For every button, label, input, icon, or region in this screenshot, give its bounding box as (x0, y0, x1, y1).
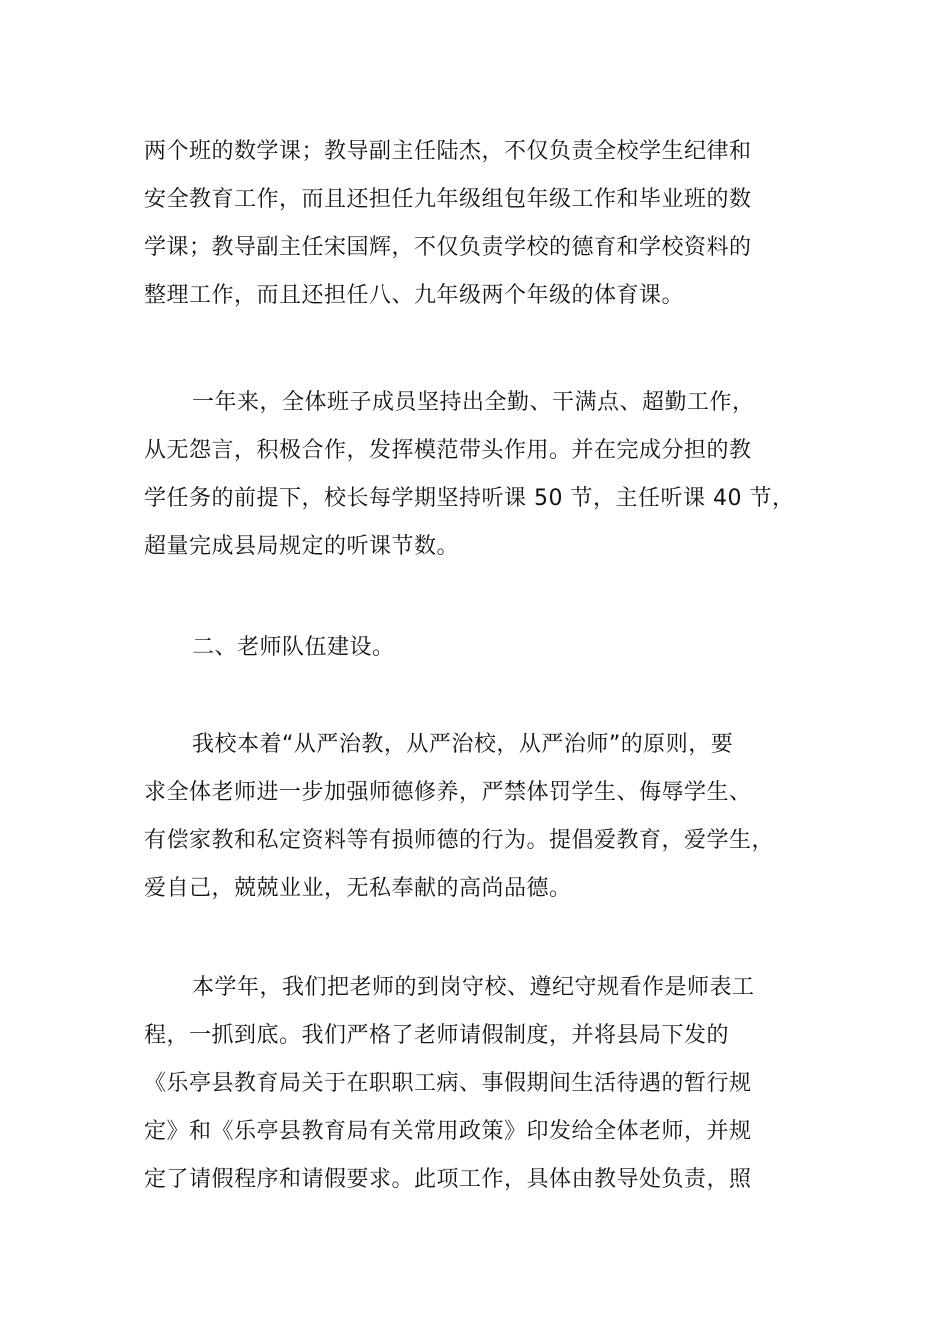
text-line: 学任务的前提下，校长每学期坚持听课 50 节，主任听课 40 节， (144, 486, 795, 511)
text-line: 从无怨言，积极合作，发挥模范带头作用。并在完成分担的教 (144, 438, 752, 463)
text-line: 学课；教导副主任宋国辉，不仅负责学校的德育和学校资料的 (144, 235, 752, 260)
text-line: 《乐亭县教育局关于在职职工病、事假期间生活待遇的暂行规 (144, 1071, 752, 1096)
text-line: 两个班的数学课；教导副主任陆杰，不仅负责全校学生纪律和 (144, 139, 752, 164)
text-line: 爱自己，兢兢业业，无私奉献的高尚品德。 (144, 876, 572, 901)
paragraph-leadership-duties (144, 128, 824, 320)
text-line: 我校本着“从严治教，从严治校，从严治师”的原则，要 (192, 732, 734, 757)
text-line: 程，一抓到底。我们严格了老师请假制度，并将县局下发的 (144, 1023, 730, 1048)
paragraph-leave-policy (144, 964, 824, 1204)
text-line: 超量完成县局规定的听课节数。 (144, 534, 460, 559)
text-line: 有偿家教和私定资料等有损师德的行为。提倡爱教育，爱学生， (144, 828, 775, 853)
text-line: 定了请假程序和请假要求。此项工作，具体由教导处负责，照 (144, 1167, 752, 1192)
text-line: 安全教育工作，而且还担任九年级组包年级工作和毕业班的数 (144, 187, 752, 212)
paragraph-team-attendance (144, 379, 824, 571)
text-line: 一年来，全体班子成员坚持出全勤、干满点、超勤工作， (192, 390, 755, 415)
text-line: 整理工作，而且还担任八、九年级两个年级的体育课。 (144, 283, 685, 308)
section-heading-teacher-team (144, 624, 824, 672)
paragraph-teacher-ethics (144, 721, 824, 913)
text-line: 本学年，我们把老师的到岗守校、遵纪守规看作是师表工 (192, 975, 755, 1000)
text-line: 定》和《乐亭县教育局有关常用政策》印发给全体老师，并规 (144, 1119, 752, 1144)
text-line: 求全体老师进一步加强师德修养，严禁体罚学生、侮辱学生、 (144, 780, 752, 805)
heading-line: 二、老师队伍建设。 (192, 635, 395, 660)
